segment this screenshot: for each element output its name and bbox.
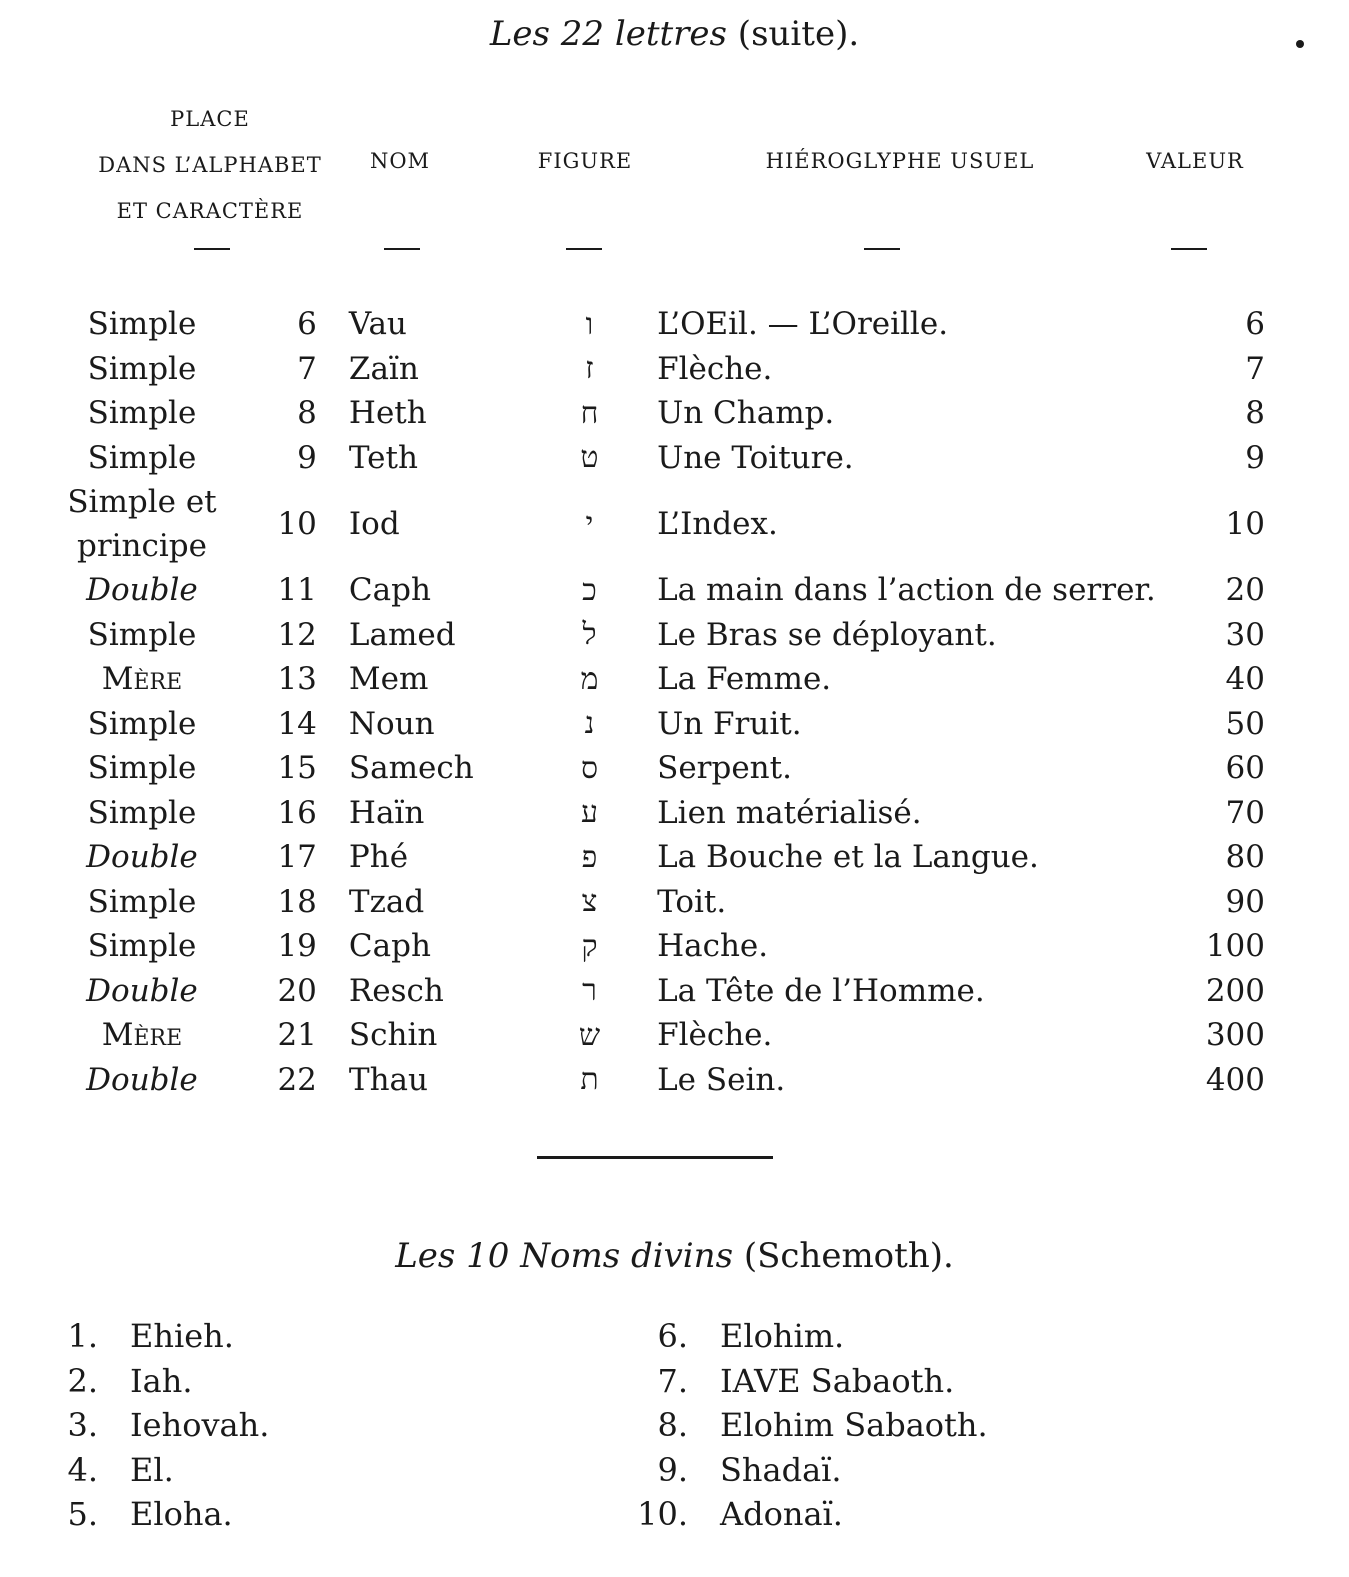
letter-hieroglyph: La Bouche et la Langue. <box>657 839 1039 876</box>
divine-name-number: 6. <box>657 1317 688 1355</box>
title-italic: Les 22 lettres <box>489 14 727 54</box>
letter-value: 70 <box>1225 794 1265 831</box>
divine-name-text: Iah. <box>130 1361 193 1400</box>
letter-hieroglyph: L’OEil. — L’Oreille. <box>657 306 949 343</box>
letter-figure: ל <box>582 617 597 653</box>
letter-figure: ת <box>580 1062 599 1098</box>
header-nom: NOM <box>369 149 431 173</box>
letter-kind: Double <box>86 1061 198 1098</box>
letter-place: 6 <box>297 306 317 343</box>
letter-value: 90 <box>1225 883 1265 920</box>
divine-name-text: IAVE Sabaoth. <box>720 1361 955 1400</box>
letter-value: 10 <box>1225 506 1265 542</box>
table-row <box>55 657 1265 702</box>
divine-name-text: Eloha. <box>130 1495 233 1533</box>
divine-names-right-column <box>630 1314 988 1537</box>
letter-place: 16 <box>277 794 317 831</box>
letter-kind: Simple <box>87 928 197 965</box>
letter-place: 7 <box>297 350 317 387</box>
list-item <box>630 1314 988 1359</box>
letter-place: 18 <box>277 883 317 920</box>
letter-figure: ט <box>580 440 599 476</box>
letter-hieroglyph: Hache. <box>657 928 769 965</box>
list-item <box>40 1314 269 1359</box>
letter-kind: Simple <box>87 616 197 653</box>
divine-names-left-column <box>40 1314 269 1537</box>
list-item <box>630 1403 988 1448</box>
divine-name-number: 3. <box>67 1406 98 1444</box>
letter-name: Lamed <box>348 616 456 653</box>
letter-value: 30 <box>1225 616 1265 653</box>
title-rest: (suite). <box>727 14 860 54</box>
divine-name-text: Elohim. <box>720 1317 845 1355</box>
list-item <box>40 1492 269 1537</box>
table-row <box>55 391 1265 436</box>
table-row <box>55 347 1265 392</box>
letter-kind: Simple <box>87 705 197 742</box>
letter-kind: Simple et principe <box>67 484 217 564</box>
letter-place: 11 <box>277 572 317 609</box>
header-place-line3: ET CARACTÈRE <box>116 199 304 223</box>
letter-figure: י <box>585 506 594 541</box>
letter-name: Schin <box>348 1017 438 1054</box>
letter-value: 7 <box>1245 350 1265 387</box>
header-dash-valeur <box>1171 248 1207 250</box>
letter-hieroglyph: Lien matérialisé. <box>657 794 922 831</box>
letter-name: Iod <box>348 506 400 542</box>
divine-name-text: Elohim Sabaoth. <box>720 1406 988 1444</box>
letter-figure: ר <box>582 973 597 1009</box>
divine-name-number: 9. <box>657 1450 688 1489</box>
letter-figure: צ <box>581 884 598 920</box>
letter-hieroglyph: Toit. <box>657 883 727 920</box>
letter-figure: כ <box>582 572 597 608</box>
letter-name: Haïn <box>348 794 425 831</box>
letter-place: 8 <box>297 395 317 432</box>
letter-name: Zaïn <box>348 350 419 387</box>
divine-name-number: 1. <box>67 1317 98 1355</box>
section-separator <box>537 1156 773 1159</box>
letter-value: 6 <box>1245 306 1265 343</box>
letter-hieroglyph: L’Index. <box>657 506 778 542</box>
letter-hieroglyph: Un Champ. <box>657 395 835 432</box>
letters-table <box>55 302 1265 1102</box>
list-item <box>40 1448 269 1493</box>
table-row <box>55 969 1265 1014</box>
letter-kind: Double <box>86 972 198 1009</box>
letter-hieroglyph: Serpent. <box>657 750 792 787</box>
divine-name-text: El. <box>130 1450 174 1489</box>
divine-name-number: 10. <box>637 1495 688 1533</box>
header-figure: FIGURE <box>537 149 633 173</box>
letter-hieroglyph: Le Sein. <box>657 1061 786 1098</box>
letter-name: Heth <box>348 395 427 432</box>
letter-kind: Simple <box>87 883 197 920</box>
letter-value: 9 <box>1245 439 1265 476</box>
divine-name-number: 8. <box>657 1406 688 1444</box>
divine-name-text: Shadaï. <box>720 1450 842 1489</box>
letter-name: Resch <box>348 972 444 1009</box>
letter-place: 20 <box>277 972 317 1009</box>
letter-kind: Simple <box>87 395 197 432</box>
letter-hieroglyph: Une Toiture. <box>657 439 854 476</box>
list-item <box>630 1492 988 1537</box>
divine-name-text: Adonaï. <box>720 1495 843 1533</box>
table-row <box>55 746 1265 791</box>
letter-place: 10 <box>277 506 317 542</box>
header-valeur: VALEUR <box>1146 149 1244 173</box>
letter-figure: ז <box>585 351 594 387</box>
letter-kind: Simple <box>87 750 197 787</box>
letter-hieroglyph: Un Fruit. <box>657 705 802 742</box>
table-row <box>55 1058 1265 1103</box>
table-row <box>55 835 1265 880</box>
letter-figure: פ <box>581 839 598 875</box>
section-title-italic: Les 10 Noms divins <box>395 1236 734 1276</box>
letter-value: 20 <box>1225 572 1265 609</box>
letter-name: Caph <box>348 572 431 609</box>
letter-figure: נ <box>584 706 595 742</box>
letter-name: Vau <box>348 306 407 343</box>
header-dash-place <box>194 248 230 250</box>
letter-name: Phé <box>348 839 409 876</box>
letter-place: 13 <box>277 661 317 698</box>
letter-figure: ע <box>580 795 598 831</box>
letter-name: Noun <box>348 705 435 742</box>
letter-place: 22 <box>277 1061 317 1098</box>
header-place <box>70 96 350 234</box>
header-dash-figure <box>566 248 602 250</box>
header-dash-hieroglyphe <box>864 248 900 250</box>
table-row <box>55 880 1265 925</box>
letter-kind: Double <box>86 572 198 609</box>
letter-hieroglyph: La main dans l’action de serrer. <box>657 572 1156 609</box>
letter-hieroglyph: Le Bras se déployant. <box>657 616 997 653</box>
letter-value: 200 <box>1205 972 1265 1009</box>
letter-hieroglyph: Flèche. <box>657 350 773 387</box>
table-row <box>55 924 1265 969</box>
table-title <box>0 14 1349 54</box>
letter-kind: Simple <box>87 794 197 831</box>
header-place-line2: DANS L’ALPHABET <box>98 153 322 177</box>
header-place-line1: PLACE <box>170 107 250 131</box>
divine-name-number: 5. <box>67 1495 98 1533</box>
letter-figure: ק <box>581 928 598 964</box>
letter-value: 400 <box>1205 1061 1265 1098</box>
letter-value: 50 <box>1225 705 1265 742</box>
letter-value: 8 <box>1245 395 1265 432</box>
letter-hieroglyph: La Femme. <box>657 661 832 698</box>
letter-value: 80 <box>1225 839 1265 876</box>
table-row <box>55 1013 1265 1058</box>
letter-figure: ש <box>578 1017 601 1053</box>
divine-name-number: 7. <box>657 1361 688 1400</box>
list-item <box>40 1403 269 1448</box>
letter-place: 9 <box>297 439 317 476</box>
letter-kind: Simple <box>87 350 197 387</box>
letter-figure: ס <box>580 750 599 786</box>
letter-place: 19 <box>277 928 317 965</box>
letter-name: Teth <box>348 439 418 476</box>
letter-place: 17 <box>277 839 317 876</box>
letter-place: 12 <box>277 616 317 653</box>
letter-value: 40 <box>1225 661 1265 698</box>
table-row <box>55 436 1265 481</box>
list-item <box>630 1359 988 1404</box>
divine-name-text: Ehieh. <box>130 1317 234 1355</box>
letter-hieroglyph: Flèche. <box>657 1017 773 1054</box>
letter-name: Tzad <box>348 883 425 920</box>
divine-name-number: 4. <box>67 1450 98 1489</box>
letter-figure: מ <box>580 661 599 697</box>
header-dash-nom <box>384 248 420 250</box>
letter-name: Mem <box>348 661 429 698</box>
letter-place: 15 <box>277 750 317 787</box>
letter-kind: Simple <box>87 306 197 343</box>
list-item <box>40 1359 269 1404</box>
ink-speck <box>1296 40 1304 48</box>
table-row <box>55 613 1265 658</box>
letter-name: Caph <box>348 928 431 965</box>
letter-name: Samech <box>348 750 474 787</box>
table-row <box>55 791 1265 836</box>
letter-kind: Mère <box>101 1017 183 1054</box>
letters-table-body <box>55 302 1265 1102</box>
table-row <box>55 702 1265 747</box>
letter-place: 21 <box>277 1017 317 1054</box>
section-title <box>0 1236 1349 1276</box>
letter-name: Thau <box>348 1061 428 1098</box>
letter-figure: ח <box>580 395 599 431</box>
letter-value: 300 <box>1205 1017 1265 1054</box>
table-row <box>55 568 1265 613</box>
section-title-rest: (Schemoth). <box>733 1236 954 1276</box>
letter-figure: ו <box>585 306 594 342</box>
header-hieroglyphe: HIÉROGLYPHE USUEL <box>765 149 1035 173</box>
letter-hieroglyph: La Tête de l’Homme. <box>657 972 985 1009</box>
divine-name-text: Iehovah. <box>130 1406 270 1444</box>
letter-value: 100 <box>1205 928 1265 965</box>
letter-value: 60 <box>1225 750 1265 787</box>
letter-kind: Simple <box>87 439 197 476</box>
table-row <box>55 480 1265 568</box>
divine-name-number: 2. <box>67 1361 98 1400</box>
letter-kind: Mère <box>101 661 183 698</box>
list-item <box>630 1448 988 1493</box>
letter-kind: Double <box>86 839 198 876</box>
letter-place: 14 <box>277 705 317 742</box>
table-row <box>55 302 1265 347</box>
